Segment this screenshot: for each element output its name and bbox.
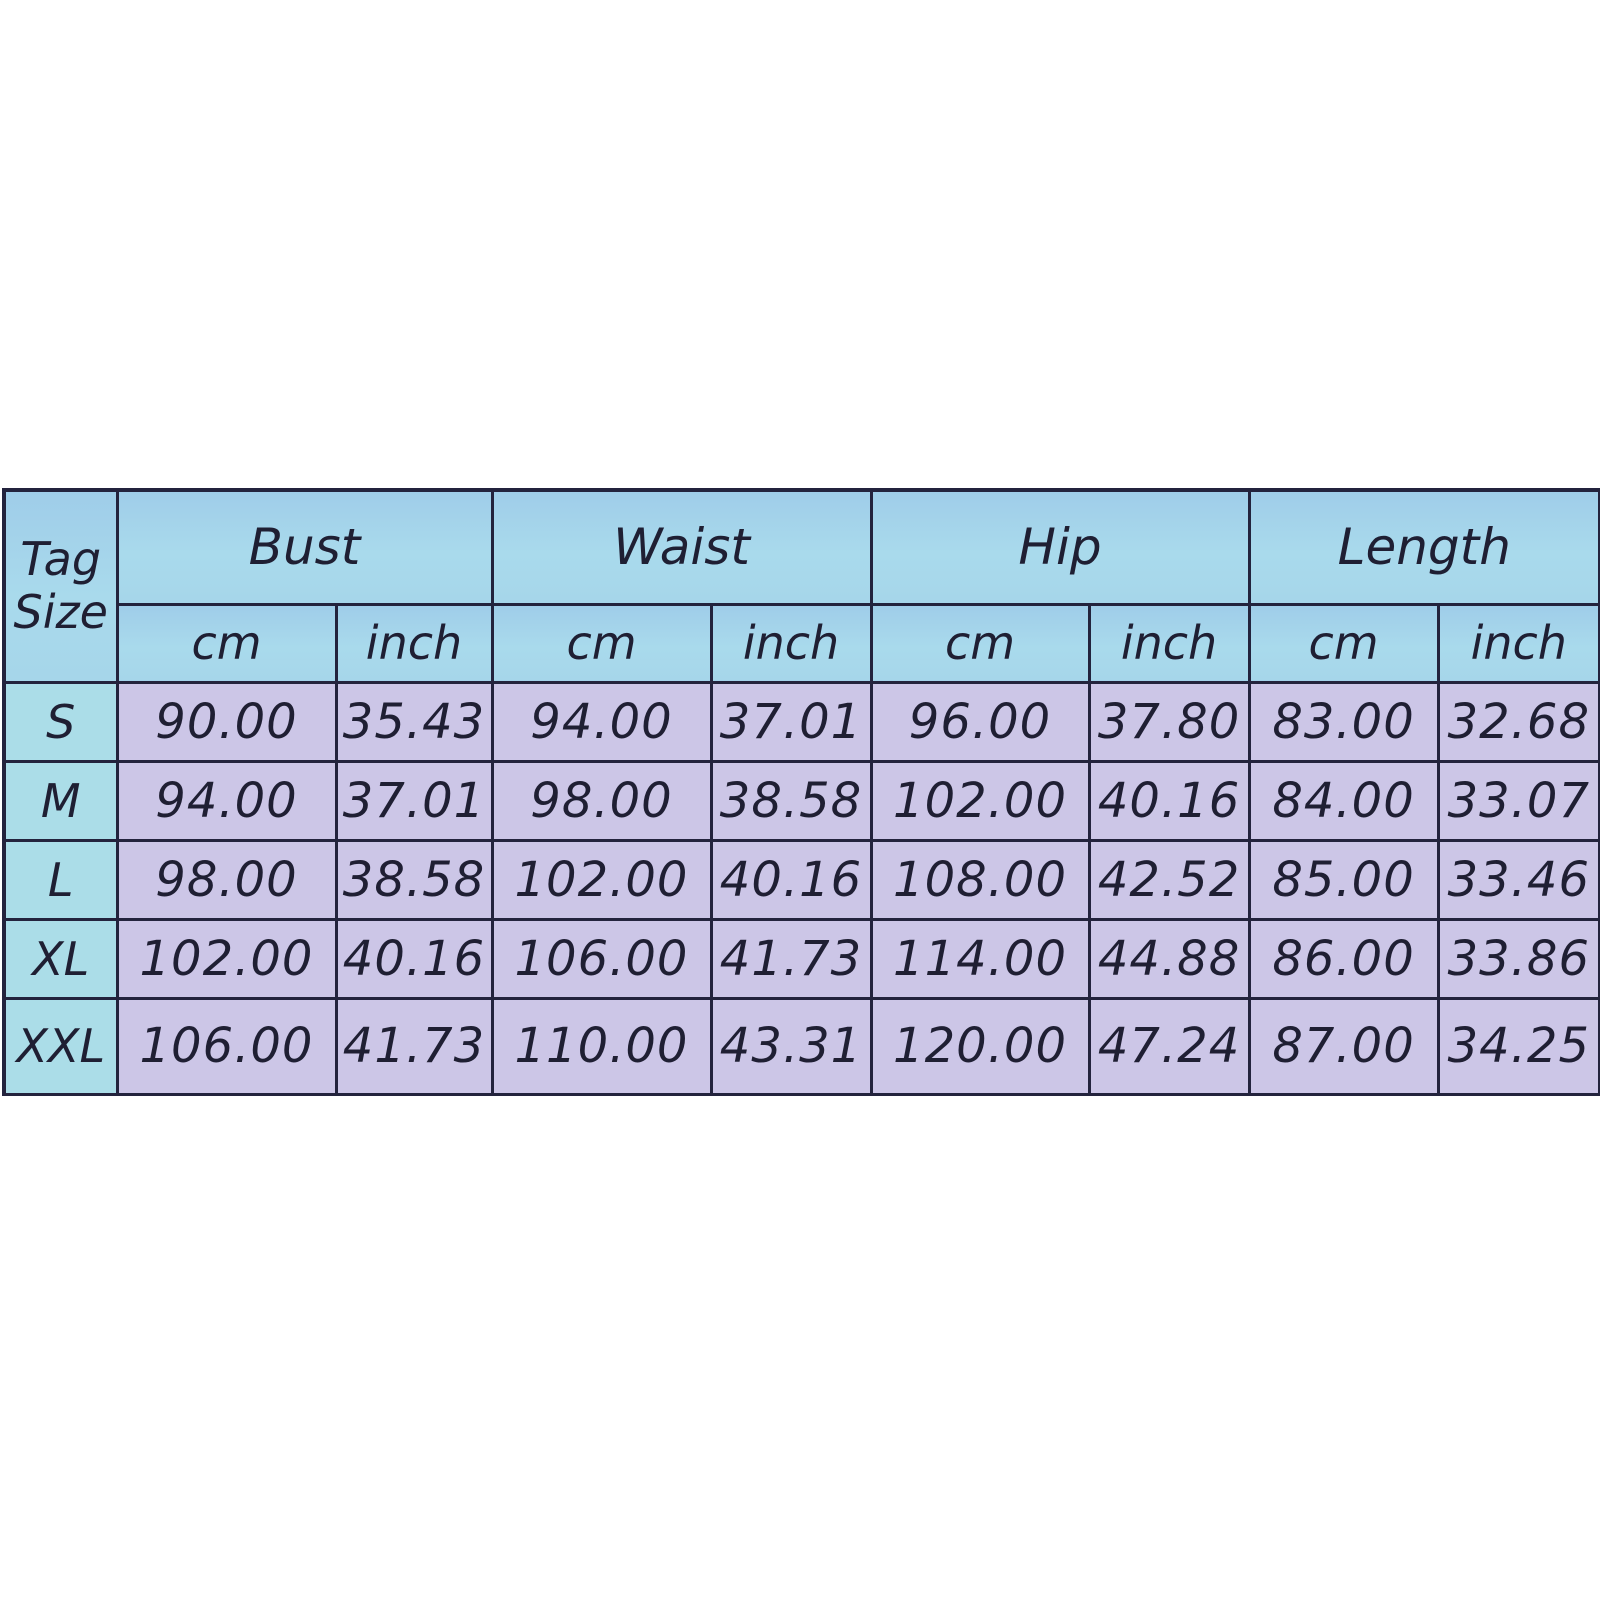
column-group-hip: Hip xyxy=(871,490,1249,604)
measurement-value: 38.58 xyxy=(711,761,871,840)
measurement-value: 106.00 xyxy=(492,919,711,998)
measurement-value: 43.31 xyxy=(711,998,871,1094)
measurement-value: 41.73 xyxy=(711,919,871,998)
measurement-value: 38.58 xyxy=(336,840,492,919)
measurement-value: 37.01 xyxy=(336,761,492,840)
measurement-value: 96.00 xyxy=(871,682,1089,761)
measurement-value: 90.00 xyxy=(117,682,336,761)
measurement-value: 33.07 xyxy=(1438,761,1600,840)
size-chart-region xyxy=(0,488,1600,1112)
table-row xyxy=(4,682,1600,761)
measurement-value: 40.16 xyxy=(1089,761,1249,840)
measurement-value: 102.00 xyxy=(117,919,336,998)
measurement-value: 41.73 xyxy=(336,998,492,1094)
unit-header-hip-cm: cm xyxy=(871,604,1089,682)
measurement-value: 84.00 xyxy=(1249,761,1438,840)
unit-header-bust-cm: cm xyxy=(117,604,336,682)
measurement-value: 40.16 xyxy=(336,919,492,998)
unit-header-bust-inch: inch xyxy=(336,604,492,682)
unit-header-row xyxy=(4,604,1600,682)
measurement-value: 86.00 xyxy=(1249,919,1438,998)
measurement-value: 114.00 xyxy=(871,919,1089,998)
measurement-value: 40.16 xyxy=(711,840,871,919)
measurement-value: 98.00 xyxy=(117,840,336,919)
measurement-value: 94.00 xyxy=(117,761,336,840)
unit-header-length-inch: inch xyxy=(1438,604,1600,682)
measurement-value: 37.80 xyxy=(1089,682,1249,761)
size-chart-body xyxy=(4,682,1600,1094)
size-label: XXL xyxy=(4,998,117,1094)
measurement-value: 42.52 xyxy=(1089,840,1249,919)
measurement-value: 110.00 xyxy=(492,998,711,1094)
measurement-value: 85.00 xyxy=(1249,840,1438,919)
measurement-value: 106.00 xyxy=(117,998,336,1094)
size-label: L xyxy=(4,840,117,919)
measurement-value: 34.25 xyxy=(1438,998,1600,1094)
size-label: XL xyxy=(4,919,117,998)
measurement-value: 102.00 xyxy=(492,840,711,919)
measurement-value: 83.00 xyxy=(1249,682,1438,761)
table-row xyxy=(4,998,1600,1094)
table-row xyxy=(4,840,1600,919)
measurement-value: 102.00 xyxy=(871,761,1089,840)
measurement-value: 33.46 xyxy=(1438,840,1600,919)
measurement-value: 120.00 xyxy=(871,998,1089,1094)
column-group-length: Length xyxy=(1249,490,1600,604)
measurement-value: 47.24 xyxy=(1089,998,1249,1094)
measurement-value: 44.88 xyxy=(1089,919,1249,998)
group-header-row xyxy=(4,490,1600,604)
unit-header-length-cm: cm xyxy=(1249,604,1438,682)
unit-header-hip-inch: inch xyxy=(1089,604,1249,682)
tag-size-line2: Size xyxy=(13,585,108,640)
size-chart-table xyxy=(2,488,1600,1096)
size-label: S xyxy=(4,682,117,761)
measurement-value: 98.00 xyxy=(492,761,711,840)
table-row xyxy=(4,761,1600,840)
measurement-value: 35.43 xyxy=(336,682,492,761)
measurement-value: 87.00 xyxy=(1249,998,1438,1094)
tag-size-header xyxy=(4,490,117,682)
size-label: M xyxy=(4,761,117,840)
measurement-value: 94.00 xyxy=(492,682,711,761)
unit-header-waist-inch: inch xyxy=(711,604,871,682)
measurement-value: 108.00 xyxy=(871,840,1089,919)
column-group-waist: Waist xyxy=(492,490,871,604)
measurement-value: 33.86 xyxy=(1438,919,1600,998)
measurement-value: 37.01 xyxy=(711,682,871,761)
measurement-value: 32.68 xyxy=(1438,682,1600,761)
tag-size-line1: Tag xyxy=(20,532,102,587)
column-group-bust: Bust xyxy=(117,490,492,604)
unit-header-waist-cm: cm xyxy=(492,604,711,682)
table-row xyxy=(4,919,1600,998)
